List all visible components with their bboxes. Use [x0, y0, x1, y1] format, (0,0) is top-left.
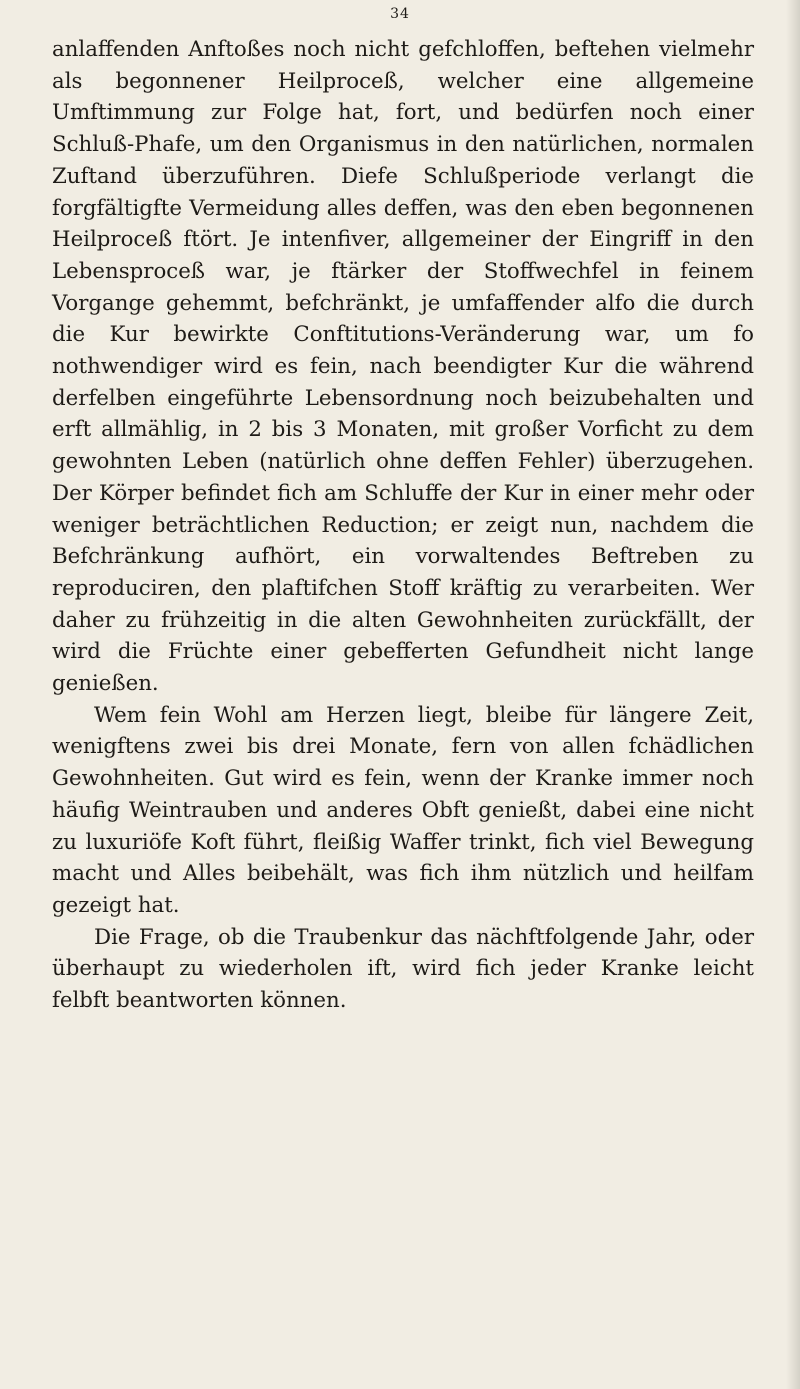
paragraph-continued: anlaffenden Anftoßes noch nicht gefchloffen, beftehen vielmehr als begonnener Heilproceß, welcher eine allgemeine Umftimmung zur Folge hat, fort, und bedürfen noch einer Schluß-Phafe, um den Organismus in den natürlichen, normalen Zuftand überzuführen. Diefe Schlußperiode verlangt die forgfältigfte Vermeidung alles deffen, was den eben begonnenen Heilproceß ftört. Je intenfiver, allgemeiner der Eingriff in den Lebensproceß war, je ftärker der Stoffwechfel in feinem Vorgange gehemmt, befchränkt, je umfaffender alfo die durch die Kur bewirkte Conftitutions-Veränderung war, um fo nothwendiger wird es fein, nach beendigter Kur die während derfelben eingeführte Lebensordnung noch beizubehalten und erft allmählig, in 2 bis 3 Monaten, mit großer Vorficht zu dem gewohnten Leben (natürlich ohne deffen Fehler) überzugehen. Der Körper befindet fich am Schluffe der Kur in einer mehr oder weniger beträchtlichen Reduction; er zeigt nun, nachdem die Befchränkung aufhört, ein vorwaltendes Beftreben zu reproduciren, den plaftifchen Stoff kräftig zu verarbeiten. Wer daher zu frühzeitig in die alten Gewohnheiten zurückfällt, der wird die Früchte einer gebefferten Gefundheit nicht lange genießen. — [52, 37, 754, 697]
paragraph-aftercare: Wem fein Wohl am Herzen liegt, bleibe für längere Zeit, wenigftens zwei bis drei Monate, fern von allen fchädlichen Gewohnheiten. Gut wird es fein, wenn der Kranke immer noch häufig Weintrauben und anderes Obft genießt, dabei eine nicht zu luxuriöfe Koft führt, fleißig Waffer trinkt, fich viel Bewegung macht und Alles beibehält, was fich ihm nützlich und heilfam gezeigt hat. — [52, 702, 754, 918]
page-edge-shadow — [786, 0, 800, 1389]
page-number: 34 — [390, 6, 410, 22]
body-text — [52, 34, 754, 1017]
paragraph-repetition: Die Frage, ob die Traubenkur das nächftfolgende Jahr, oder überhaupt zu wiederholen ift, wird fich jeder Kranke leicht felbft beantworten können. — [52, 924, 754, 1014]
